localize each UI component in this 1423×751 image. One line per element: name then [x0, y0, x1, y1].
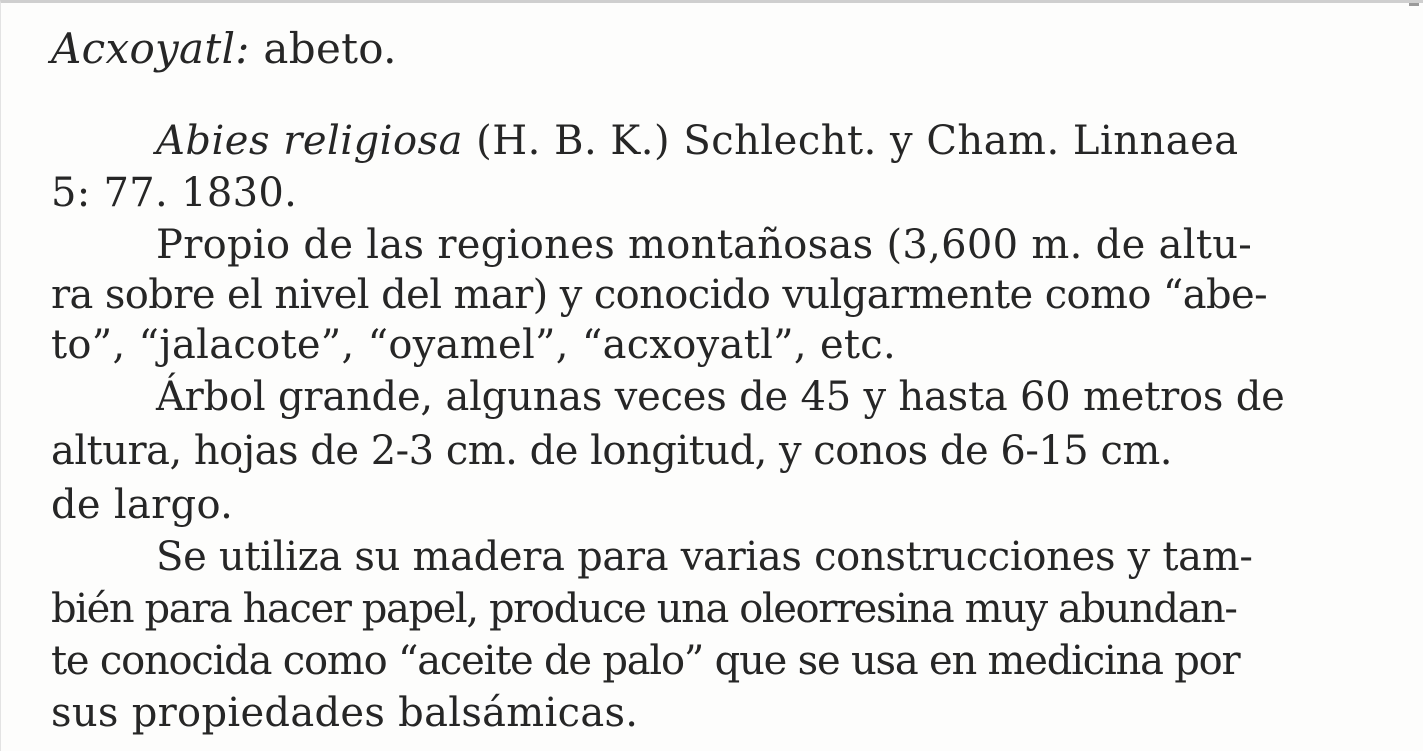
- habitat-line-2: ra sobre el nivel del mar) y conocido vulgarmente como “abe-: [51, 272, 1268, 318]
- headword-gloss: abeto.: [249, 24, 397, 73]
- description-line-3: de largo.: [51, 482, 234, 528]
- authority: (H. B. K.) Schlecht. y Cham. Linnaea: [462, 118, 1239, 164]
- uses-line-1: Se utiliza su madera para varias construcciones y tam-: [156, 534, 1253, 580]
- description-line-1: Árbol grande, algunas veces de 45 y hasta 60 metros de: [156, 374, 1285, 420]
- uses-line-4: sus propiedades balsámicas.: [51, 690, 639, 736]
- citation-reference: 5: 77. 1830.: [51, 170, 298, 216]
- habitat-line-1: Propio de las regiones montañosas (3,600 m. de altu-: [156, 222, 1253, 268]
- binomial: Abies religiosa: [156, 118, 463, 164]
- description-line-2: altura, hojas de 2-3 cm. de longitud, y conos de 6-15 cm.: [51, 428, 1172, 474]
- corner-mark: [1409, 3, 1419, 6]
- uses-line-3: te conocida como “aceite de palo” que se usa en medicina por: [51, 638, 1240, 684]
- headword: Acxoyatl:: [51, 24, 250, 73]
- uses-line-2: bién para hacer papel, produce una oleorresina muy abundan-: [51, 586, 1237, 632]
- habitat-line-3: to”, “jalacote”, “oyamel”, “acxoyatl”, etc.: [51, 322, 897, 368]
- entry-heading: [51, 25, 397, 73]
- citation-line: [156, 117, 1239, 165]
